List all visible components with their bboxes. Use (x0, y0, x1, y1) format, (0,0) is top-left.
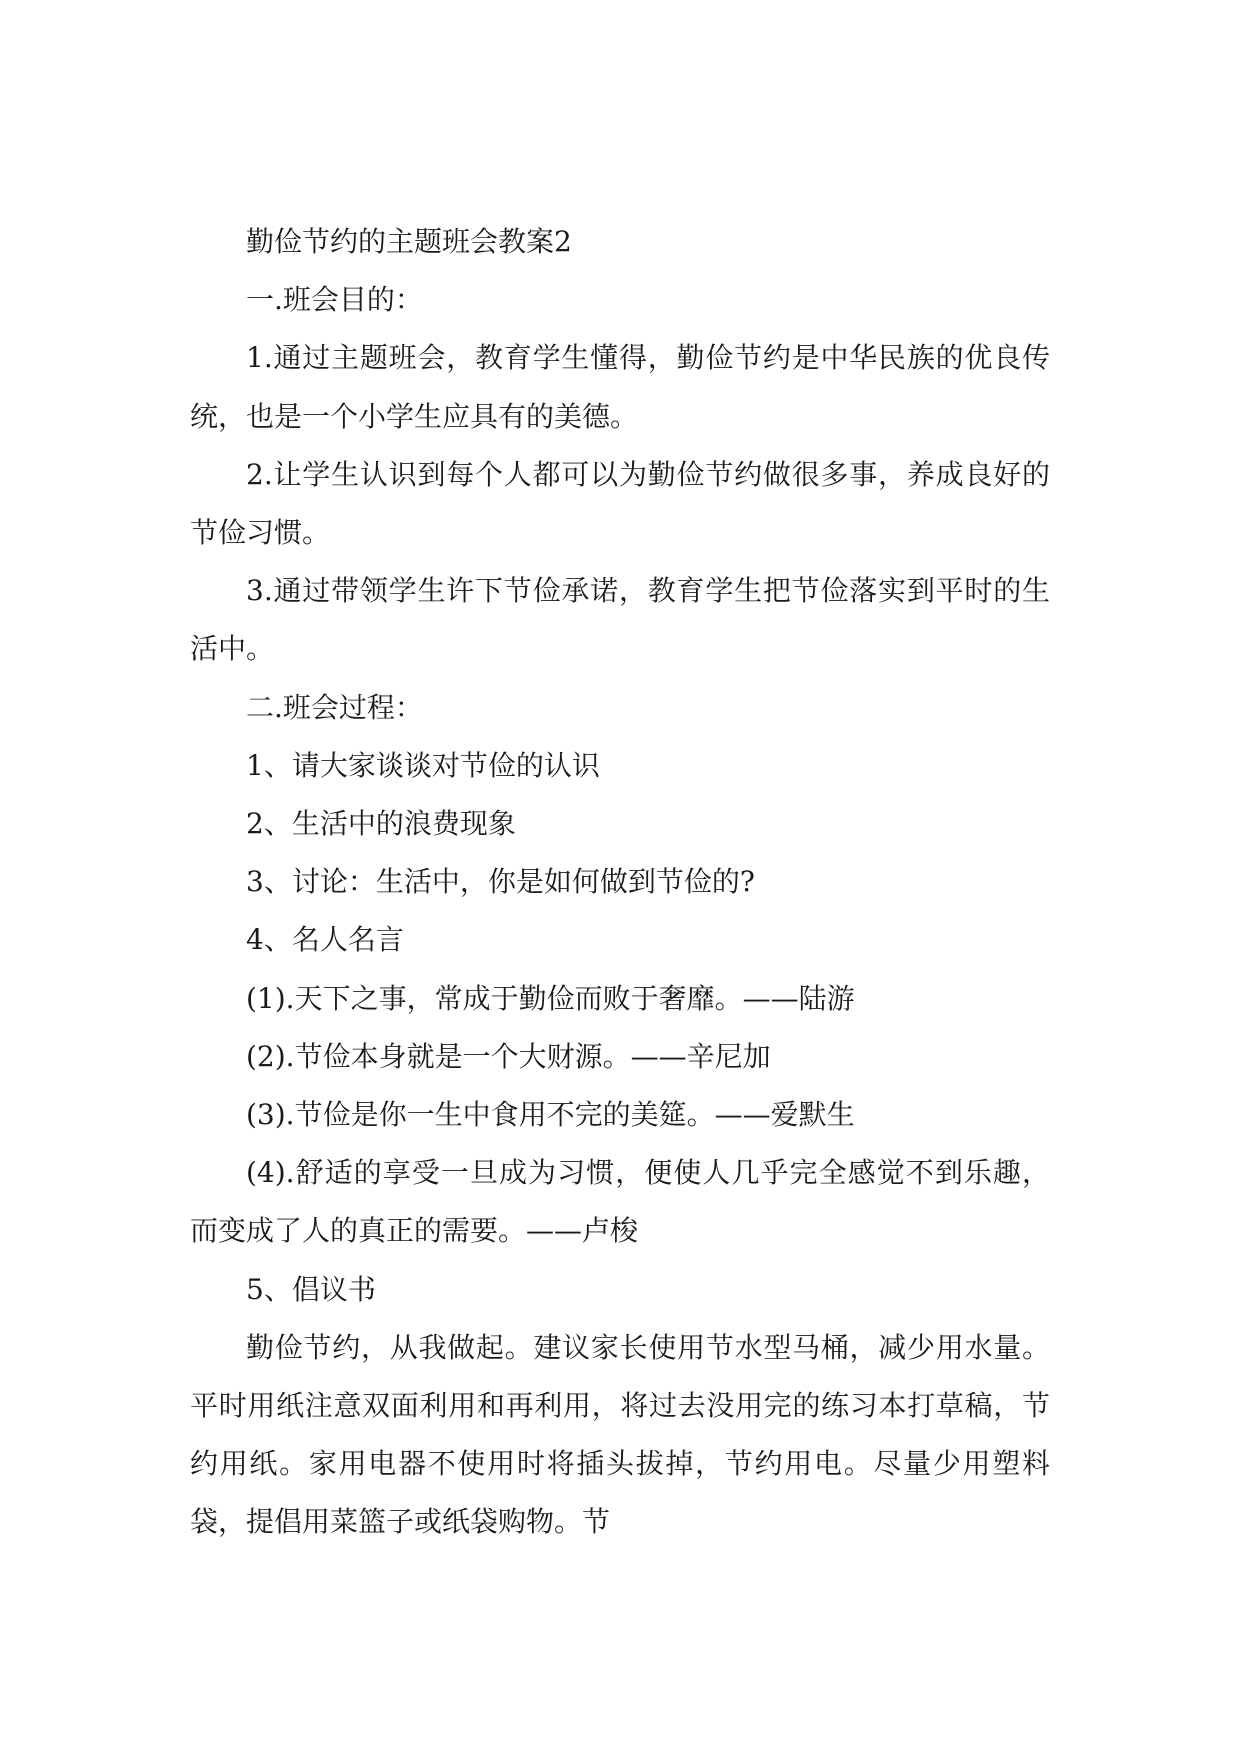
paragraph-quote-2: (2).节俭本身就是一个大财源。——辛尼加 (246, 1039, 771, 1073)
paragraph-step-4: 4、名人名言 (246, 923, 404, 957)
paragraph-proposal: 勤俭节约，从我做起。建议家长使用节水型马桶，减少用水量。平时用纸注意双面利用和再利用，将过去没用完的练习本打草稿，节约用纸。家用电器不使用时将插头拔掉，节约用电。尽量少用塑料袋，提倡用菜篮子或纸袋购物。节 (190, 1330, 1050, 1539)
paragraph-goal-1: 1.通过主题班会，教育学生懂得，勤俭节约是中华民族的优良传统，也是一个小学生应具有的美德。 (190, 341, 1050, 433)
section-heading-process: 二.班会过程： (246, 690, 423, 724)
paragraph-step-5: 5、倡议书 (246, 1272, 376, 1306)
paragraph-quote-4: (4).舒适的享受一旦成为习惯，便使人几乎完全感觉不到乐趣，而变成了人的真正的需要。——卢梭 (190, 1156, 1050, 1248)
section-heading-goals: 一.班会目的： (246, 283, 423, 317)
paragraph-quote-3: (3).节俭是你一生中食用不完的美筵。——爱默生 (246, 1098, 855, 1132)
paragraph-goal-3: 3.通过带领学生许下节俭承诺，教育学生把节俭落实到平时的生活中。 (190, 574, 1050, 666)
paragraph-goal-2: 2.让学生认识到每个人都可以为勤俭节约做很多事，养成良好的节俭习惯。 (190, 457, 1050, 550)
paragraph-step-2: 2、生活中的浪费现象 (246, 807, 516, 841)
paragraph-step-1: 1、请大家谈谈对节俭的认识 (246, 748, 600, 782)
document-title: 勤俭节约的主题班会教案2 (246, 225, 572, 258)
document-body (190, 213, 1050, 1552)
paragraph-step-3: 3、讨论：生活中，你是如何做到节俭的? (246, 865, 755, 899)
paragraph-quote-1: (1).天下之事，常成于勤俭而败于奢靡。——陆游 (246, 981, 855, 1015)
